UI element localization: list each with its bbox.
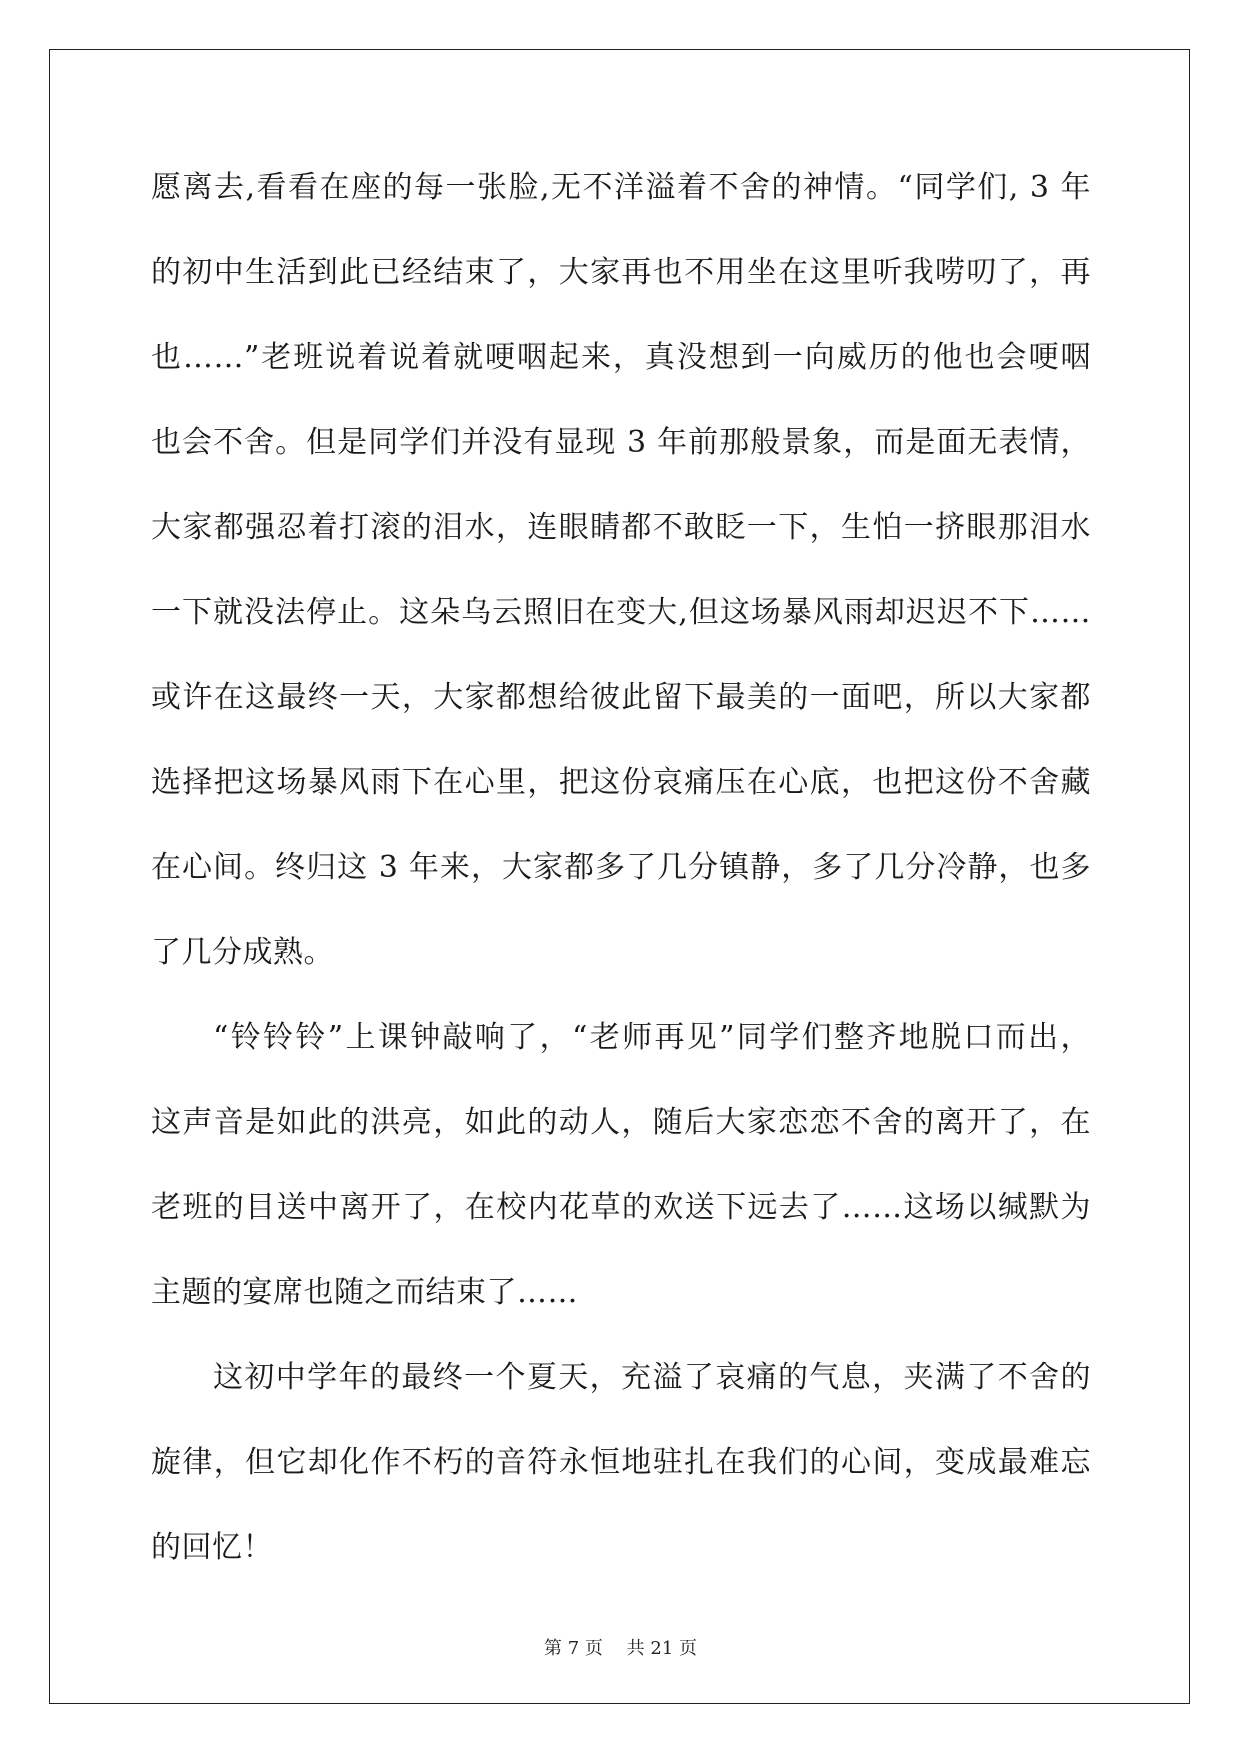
text-line: 也……”老班说着说着就哽咽起来，真没想到一向威历的他也会哽咽 [151, 340, 1091, 375]
text-line: 的初中生活到此已经结束了，大家再也不用坐在这里听我唠叨了，再 [151, 255, 1091, 290]
text-line: 这声音是如此的洪亮，如此的动人，随后大家恋恋不舍的离开了，在 [151, 1105, 1091, 1140]
text-line: 选择把这场暴风雨下在心里，把这份哀痛压在心底，也把这份不舍藏 [151, 765, 1091, 800]
paragraph-first-line: “铃铃铃”上课钟敲响了，“老师再见”同学们整齐地脱口而出， [213, 1020, 1091, 1055]
document-body [151, 155, 1091, 1600]
text-line: 或许在这最终一天，大家都想给彼此留下最美的一面吧，所以大家都 [151, 680, 1091, 715]
text-line: 主题的宴席也随之而结束了…… [151, 1275, 578, 1310]
text-line: 愿离去,看看在座的每一张脸,无不洋溢着不舍的神情。“同学们, 3 年 [151, 170, 1091, 205]
text-line: 老班的目送中离开了，在校内花草的欢送下远去了……这场以缄默为 [151, 1190, 1091, 1225]
text-line: 在心间。终归这 3 年来，大家都多了几分镇静，多了几分冷静，也多 [151, 850, 1091, 885]
text-line: 旋律，但它却化作不朽的音符永恒地驻扎在我们的心间，变成最难忘 [151, 1445, 1091, 1480]
text-line: 了几分成熟。 [151, 935, 334, 970]
text-line: 也会不舍。但是同学们并没有显现 3 年前那般景象，而是面无表情， [151, 425, 1091, 460]
page-footer [0, 1634, 1241, 1660]
paragraph-first-line: 这初中学年的最终一个夏天，充溢了哀痛的气息，夹满了不舍的 [213, 1360, 1091, 1395]
page-number: 第 7 页 [544, 1638, 603, 1659]
text-line: 的回忆！ [151, 1530, 273, 1565]
page-total: 共 21 页 [626, 1638, 697, 1659]
text-line: 大家都强忍着打滚的泪水，连眼睛都不敢眨一下，生怕一挤眼那泪水 [151, 510, 1091, 545]
text-line: 一下就没法停止。这朵乌云照旧在变大,但这场暴风雨却迟迟不下…… [151, 595, 1091, 630]
